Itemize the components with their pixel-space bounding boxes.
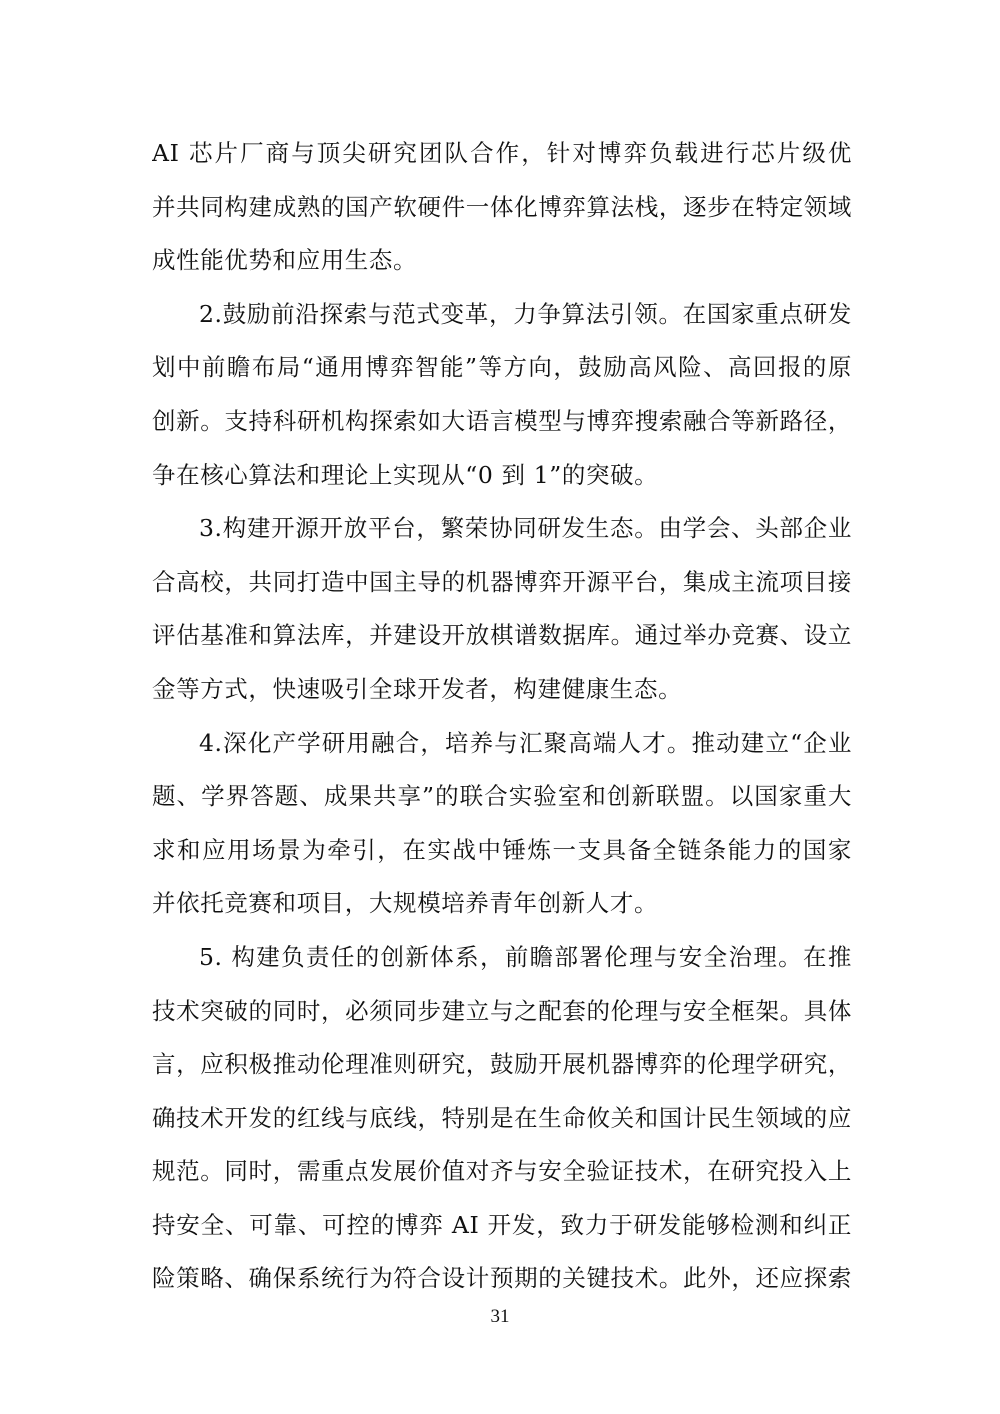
- text-line: 规范。同时，需重点发展价值对齐与安全验证技术，在研究投入上: [152, 1157, 852, 1186]
- text-line: 并依托竞赛和项目，大规模培养青年创新人才。: [152, 889, 659, 918]
- text-line: 评估基准和算法库，并建设开放棋谱数据库。通过举办竞赛、设立: [152, 621, 852, 650]
- text-line: 4.深化产学研用融合，培养与汇聚高端人才。推动建立“企业: [199, 728, 852, 757]
- text-line: 争在核心算法和理论上实现从“0 到 1”的突破。: [152, 460, 659, 489]
- paragraph-5: [152, 931, 852, 1306]
- text-line: AI 芯片厂商与顶尖研究团队合作，针对博弈负载进行芯片级优: [152, 139, 852, 167]
- page-number: 31: [490, 1306, 510, 1327]
- text-line: 确技术开发的红线与底线，特别是在生命攸关和国计民生领域的应: [152, 1103, 852, 1132]
- text-line: 言，应积极推动伦理准则研究，鼓励开展机器博弈的伦理学研究，: [152, 1050, 852, 1079]
- text-line: 求和应用场景为牵引，在实战中锤炼一支具备全链条能力的国家: [152, 835, 852, 864]
- paragraph-2: [152, 288, 852, 502]
- text-line: 并共同构建成熟的国产软硬件一体化博弈算法栈，逐步在特定领域: [152, 192, 852, 221]
- text-line: 划中前瞻布局“通用博弈智能”等方向，鼓励高风险、高回报的原: [152, 353, 852, 382]
- paragraph-3: [152, 502, 852, 716]
- text-line: 合高校，共同打造中国主导的机器博弈开源平台，集成主流项目接: [152, 567, 852, 596]
- paragraph-4: [152, 717, 852, 931]
- body-text: [152, 127, 852, 1306]
- text-line: 2.鼓励前沿探索与范式变革，力争算法引领。在国家重点研发: [199, 299, 852, 328]
- text-line: 题、学界答题、成果共享”的联合实验室和创新联盟。以国家重大: [152, 782, 852, 811]
- text-line: 金等方式，快速吸引全球开发者，构建健康生态。: [152, 674, 683, 703]
- text-line: 险策略、确保系统行为符合设计预期的关键技术。此外，还应探索: [152, 1264, 852, 1293]
- text-line: 持安全、可靠、可控的博弈 AI 开发，致力于研发能够检测和纠正: [152, 1210, 852, 1239]
- paragraph-1: [152, 127, 852, 288]
- text-line: 创新。支持科研机构探索如大语言模型与博弈搜索融合等新路径，: [152, 406, 852, 435]
- text-line: 成性能优势和应用生态。: [152, 246, 418, 275]
- text-line: 技术突破的同时，必须同步建立与之配套的伦理与安全框架。具体: [152, 996, 852, 1025]
- text-line: 3.构建开源开放平台，繁荣协同研发生态。由学会、头部企业: [199, 514, 852, 543]
- text-line: 5. 构建负责任的创新体系，前瞻部署伦理与安全治理。在推: [199, 942, 852, 971]
